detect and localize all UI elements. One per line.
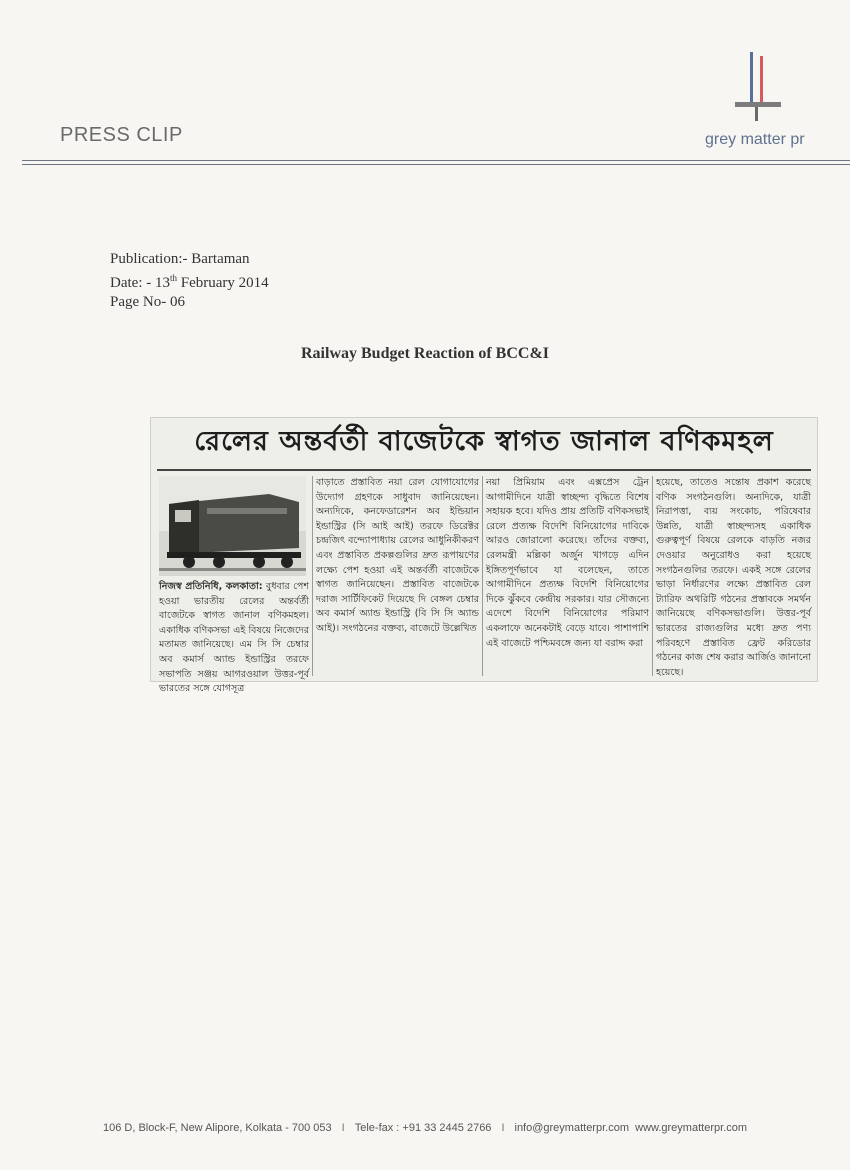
publication-meta xyxy=(110,250,269,312)
train-photo xyxy=(159,476,306,576)
date-line: Date: - 13th February 2014 xyxy=(110,273,269,291)
article-column-4: হয়েছে, তাতেও সন্তোষ প্রকাশ করেছে বণিক সংগঠনগুলি। অন্যদিকে, যাত্রী নিরাপত্তা, ব্যয় সংকোচ, পরিষেবার উন্নতি, যাত্রী স্বাচ্ছন্দ্যসহ একাধিক গুরুত্বপূর্ণ বিষয়ে রেলকে বাড়তি নজর দেওয়ার অনুরোধও করা হয়েছে সংগঠনগুলির তরফে। একই সঙ্গে রেলের ভাড়া নির্ধারণের লক্ষ্যে প্রস্তাবিত রেল ট্যারিফ অথরিটি গঠনের প্রস্তাবকে সমর্থন জানিয়েছে বণিকসভাগুলি। উত্তর-পূর্ব ভারতের রাজ্যগুলির মধ্যে দ্রুত পণ্য পরিবহণে প্রস্তাবিত ফ্রেট করিডোর গঠনের কাজ শেষ করার আর্জিও জানানো হয়েছে। xyxy=(656,477,811,678)
article-column-3: নয়া প্রিমিয়াম এবং এক্সপ্রেস ট্রেন আগামীদিনে যাত্রী স্বাচ্ছন্দ্য বৃদ্ধিতে বিশেষ সহায়ক হবে। যদিও প্রায় প্রতিটি বণিকসভাই রেলে প্রত্যক্ষ বিদেশি বিনিয়োগের দাবিকে আরও জোরালো করেছে। তাঁদের বক্তব্য, রেলমন্ত্রী মল্লিকা অর্জুন খাগড়ে এদিন ইঙ্গিতপূর্ণভাবে যা বলেছেন, তাতে আগামীদিনে প্রত্যক্ষ বিদেশি বিনিয়োগের দিকে ঝুঁকবে কেন্দ্রীয় সরকার। যার সৌজন্যে এদেশে বিদেশি বিনিয়োগের পরিমাণ একলাফে অনেকটাই বেড়ে যাবে। পাশাপাশি এই বাজেটে পশ্চিমবঙ্গে জন্য যা বরাদ্দ করা xyxy=(486,477,649,649)
article-column-1: নিজস্ব প্রতিনিধি, কলকাতা: বুধবার পেশ হওয়া ভারতীয় রেলের অন্তর্বর্তী বাজেটকে স্বাগত জানাল বণিকমহল। একাধিক বণিকসভা এই বিষয়ে নিজেদের মতামত জানিয়েছে। এম সি সি চেম্বার অব কমার্স অ্যান্ড ইন্ডাস্ট্রির তরফে সভাপতি সঞ্জয় আগরওয়াল উত্তর-পূর্ব ভারতের সঙ্গে যোগসূত্র xyxy=(159,581,309,695)
footer-website[interactable]: www.greymatterpr.com xyxy=(635,1122,747,1134)
footer-separator: I xyxy=(341,1122,345,1134)
article-column-2: বাড়াতে প্রস্তাবিত নয়া রেল যোগাযোগের উদ্যোগ গ্রহণকে সাধুবাদ জানিয়েছেন। অন্যদিকে, কনফেডারেশন অব ইন্ডিয়ান ইন্ডাস্ট্রির (সি আই আই) তরফে ডিরেক্টর চন্দ্রজিৎ বন্দ্যোপাধ্যায় রেলের আধুনিকীকরণ এবং প্রস্তাবিত প্রকল্পগুলির দ্রুত রূপায়ণের লক্ষ্যে পেশ হওয়া এই অন্তর্বর্তী বাজেটকে স্বাগত জানিয়েছেন। প্রস্তাবিত বাজেটকে দরাজ সার্টিফিকেট দিয়েছে দি বেঙ্গল চেম্বার অব কমার্স অ্যান্ড ইন্ডাস্ট্রি (বি সি সি অ্যান্ড আই)। সংগঠনের বক্তব্য, বাজেটে উল্লেখিত xyxy=(316,477,480,634)
footer-phone: Tele-fax : +91 33 2445 2766 xyxy=(354,1122,492,1134)
header-rule-top xyxy=(22,160,850,161)
header-rule-bottom xyxy=(22,164,850,165)
grey-matter-logo-icon xyxy=(733,52,783,124)
footer-address: 106 D, Block-F, New Alipore, Kolkata - 700 053 xyxy=(102,1122,332,1134)
footer-email[interactable]: info@greymatterpr.com xyxy=(514,1122,629,1134)
column-separator xyxy=(312,476,313,676)
press-clip-label: PRESS CLIP xyxy=(60,124,183,146)
publication-line: Publication:- Bartaman xyxy=(110,251,250,267)
brand-name: grey matter pr xyxy=(705,131,805,148)
title-underline xyxy=(157,469,811,471)
column-separator xyxy=(482,476,483,676)
footer-separator: I xyxy=(501,1122,505,1134)
newspaper-clipping xyxy=(150,417,818,695)
clip-headline: Railway Budget Reaction of BCC&I xyxy=(301,345,549,362)
page-line: Page No- 06 xyxy=(110,294,185,310)
clipping-title: রেলের অন্তর্বর্তী বাজেটকে স্বাগত জানাল বণিকমহল xyxy=(194,426,774,457)
footer-contact xyxy=(0,1122,850,1134)
byline: নিজস্ব প্রতিনিধি, কলকাতা: xyxy=(159,581,263,592)
column-separator xyxy=(652,476,653,676)
